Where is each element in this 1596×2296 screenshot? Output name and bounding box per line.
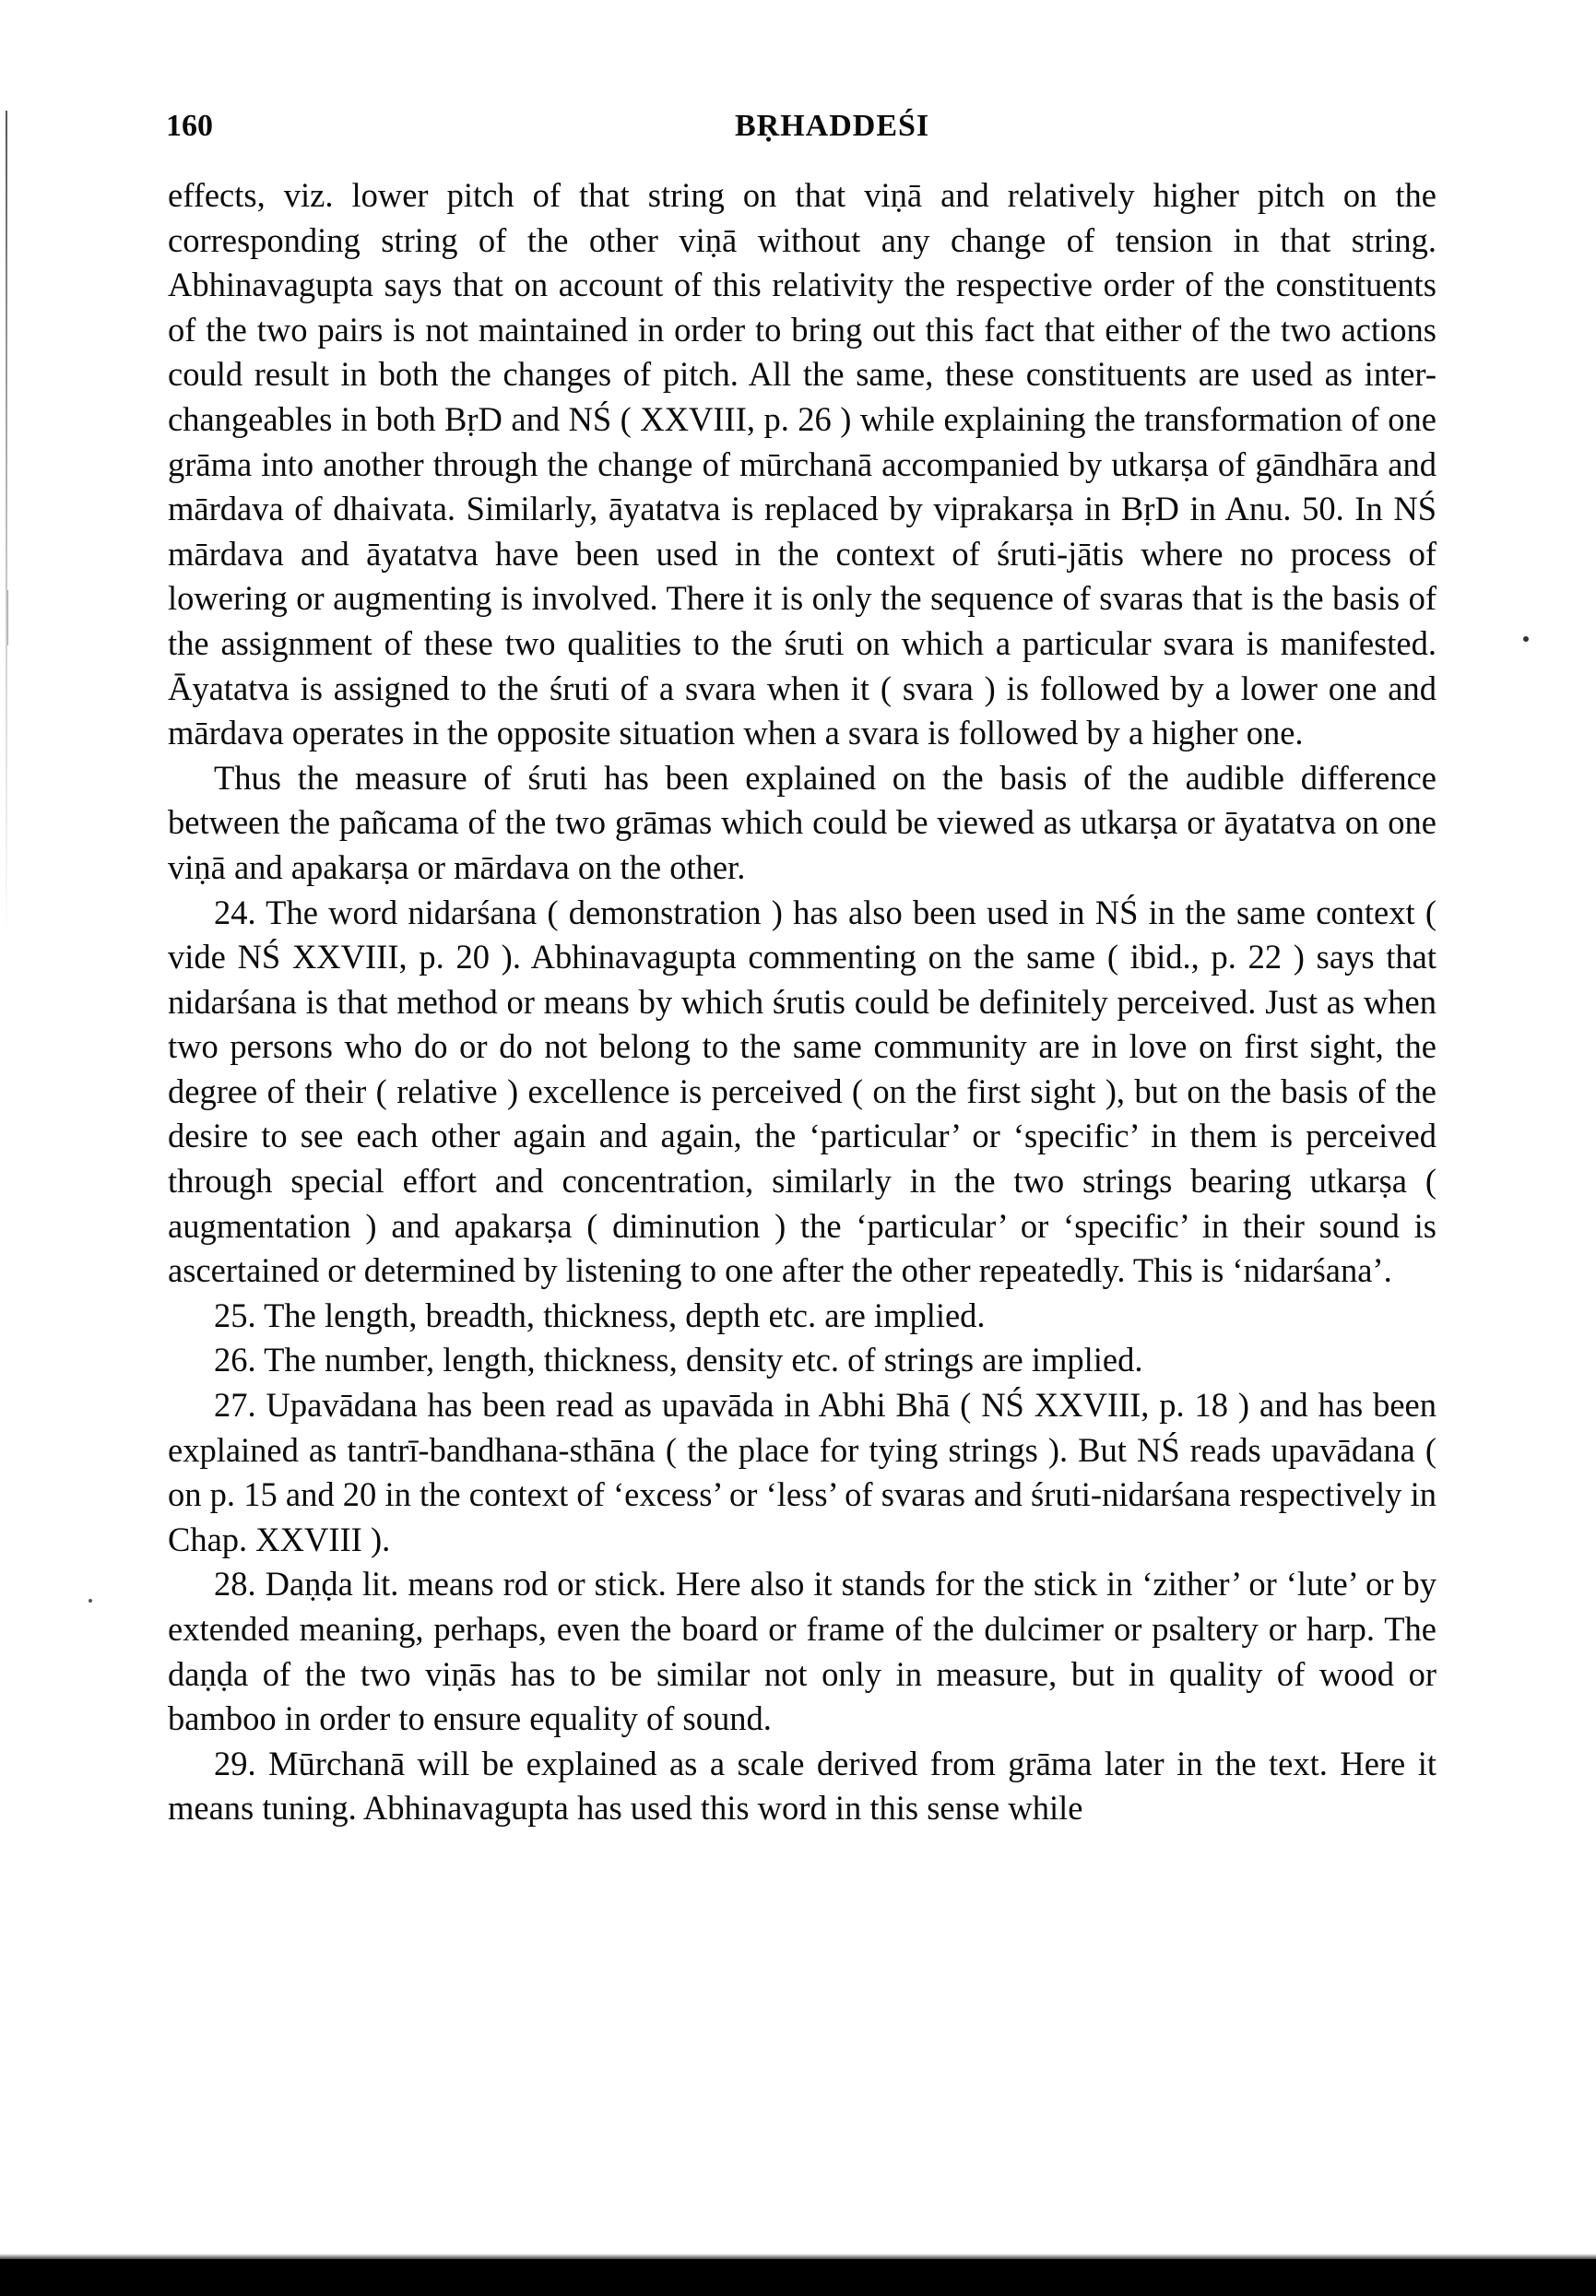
- scan-speck: [89, 1599, 92, 1603]
- page-body: [168, 173, 1436, 1831]
- scan-edge-shadow: [6, 111, 7, 941]
- scan-edge-mark: [7, 590, 8, 645]
- note-25: 25. The length, breadth, thickness, depth etc. are implied.: [214, 1296, 986, 1334]
- note-28: 28. Daṇḍa lit. means rod or stick. Here also it stands for the stick in ‘zither’ or ‘lute’ or by extended meaning, perhaps, even the board or frame of the dulcimer or psaltery or harp. The daṇḍa of the two viṇās has to be similar not only in measure, but in quality of wood or bamboo in order to ensure equality of sound.: [168, 1565, 1436, 1738]
- running-head: BṚHADDEŚI: [735, 109, 930, 143]
- note-27: 27. Upavādana has been read as upavāda in Abhi Bhā ( NŚ XXVIII, p. 18 ) and has been explained as tantrī-bandhana-sthāna ( the place for tying strings ). But NŚ reads upavādana ( on p. 15 and 20 in the context of ‘excess’ or ‘less’ of svaras and śruti-nidarśana respectively in Chap. XXVIII ).: [168, 1386, 1436, 1558]
- scan-speck: [1523, 636, 1529, 642]
- page-number: 160: [166, 109, 213, 143]
- note-24: 24. The word nidarśana ( demonstration ) has also been used in NŚ in the same context ( vide NŚ XXVIII, p. 20 ). Abhinavagupta commenting on the same ( ibid., p. 22 ) says that nidarśana is that method or means by which śrutis could be definitely perceived. Just as when two persons who do or do not belong to the same community are in love on first sight, the degree of their ( relative ) excellence is perceived ( on the first sight ), but on the basis of the desire to see each other again and again, the ‘particular’ or ‘specific’ in them is perceived through special effort and concentration, similarly in the two strings bearing utkarṣa ( augmentation ) and apakarṣa ( diminution ) the ‘particular’ or ‘specific’ in their sound is ascertained or determined by listening to one after the other repeatedly. This is ‘nidarśana’.: [168, 893, 1436, 1290]
- note-26: 26. The number, length, thickness, density etc. of strings are implied.: [214, 1341, 1143, 1379]
- paragraph-thus: Thus the measure of śruti has been explained on the basis of the audible difference between the pañcama of the two grāmas which could be viewed as utkarṣa or āyatatva on one viṇā and apakarṣa or mārdava on the other.: [168, 758, 1436, 886]
- note-29: 29. Mūrchanā will be explained as a scale derived from grāma later in the text. Here it means tuning. Abhinavagupta has used this word in this sense while: [168, 1744, 1436, 1828]
- scan-bottom-border: [0, 2259, 1596, 2296]
- page-header: [166, 109, 1438, 164]
- paragraph-continuation: effects, viz. lower pitch of that string on that viṇā and relatively higher pitch on the corresponding string of the other viṇā without any change of tension in that string. Abhinavagupta says that on account of this relativity the respective order of the constituents of the two pairs is not maintained in order to bring out this fact that either of the two actions could result in both the changes of pitch. All the same, these constituents are used as inter-changeables in both BṛD and NŚ ( XXVIII, p. 26 ) while explaining the transformation of one grāma into another through the change of mūrchanā accompanied by utkarṣa of gāndhāra and mārdava of dhaivata. Similarly, āyatatva is replaced by viprakarṣa in BṛD in Anu. 50. In NŚ mārdava and āyatatva have been used in the context of śruti-jātis where no process of lowering or augmenting is involved. There it is only the sequence of svaras that is the basis of the assignment of these two qualities to the śruti on which a particular svara is manifested. Āyatatva is assigned to the śruti of a svara when it ( svara ) is followed by a lower one and mārdava operates in the opposite situation when a svara is followed by a higher one.: [168, 176, 1436, 752]
